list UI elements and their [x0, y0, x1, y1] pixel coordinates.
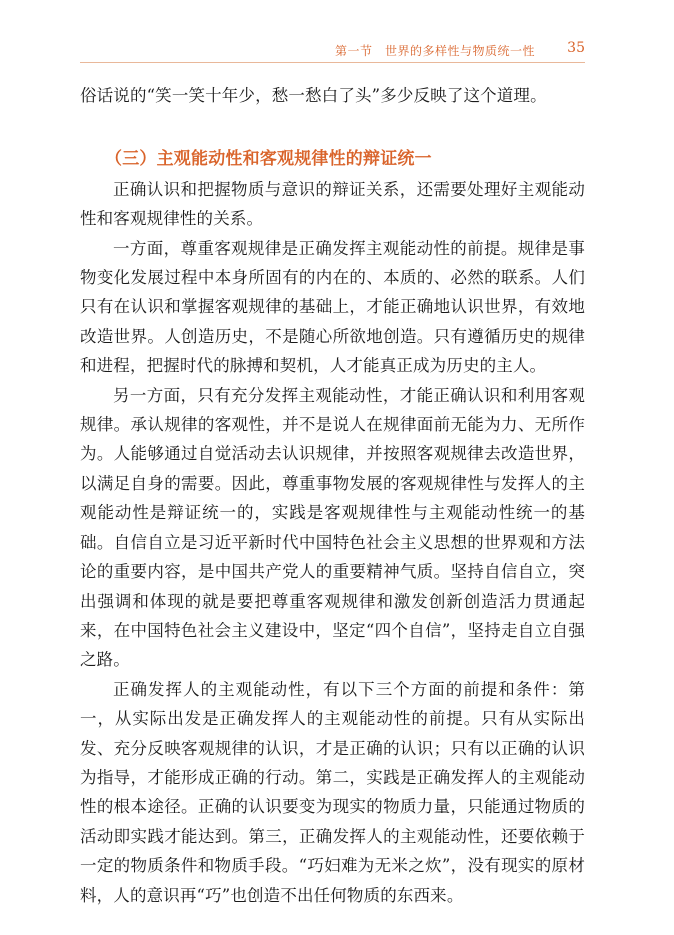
running-header	[80, 40, 585, 63]
continued-paragraph: 俗话说的“笑一笑十年少，愁一愁白了头”多少反映了这个道理。	[80, 86, 547, 105]
running-title: 第一节 世界的多样性与物质统一性	[334, 44, 535, 58]
page-number: 35	[567, 40, 585, 56]
body-text	[80, 81, 585, 910]
paragraph-1: 正确认识和把握物质与意识的辩证关系，还需要处理好主观能动性和客观规律性的关系。	[80, 179, 585, 229]
section-heading: （三）主观能动性和客观规律性的辩证统一	[105, 149, 432, 170]
paragraph-3: 另一方面，只有充分发挥主观能动性，才能正确认识和利用客观规律。承认规律的客观性，并不是说人在规律面前无能为力、无所作为。人能够通过自觉活动去认识规律，并按照客观规律去改造世界，以满足自身的需要。因此，尊重事物发展的客观规律性与发挥人的主观能动性是辩证统一的，实践是客观规律性与主观能动性统一的基础。自信自立是习近平新时代中国特色社会主义思想的世界观和方法论的重要内容，是中国共产党人的重要精神气质。坚持自信自立，突出强调和体现的就是要把尊重客观规律和激发创新创造活力贯通起来，在中国特色社会主义建设中，坚定“四个自信”，坚持走自立自强之路。	[80, 385, 585, 670]
paragraph-2: 一方面，尊重客观规律是正确发挥主观能动性的前提。规律是事物变化发展过程中本身所固有的内在的、本质的、必然的联系。人们只有在认识和掌握客观规律的基础上，才能正确地认识世界，有效地改造世界。人创造历史，不是随心所欲地创造。只有遵循历史的规律和进程，把握时代的脉搏和契机，人才能真正成为历史的主人。	[80, 238, 585, 376]
paragraph-4: 正确发挥人的主观能动性，有以下三个方面的前提和条件：第一，从实际出发是正确发挥人的主观能动性的前提。只有从实际出发、充分反映客观规律的认识，才是正确的认识；只有以正确的认识为指导，才能形成正确的行动。第二，实践是正确发挥人的主观能动性的根本途径。正确的认识要变为现实的物质力量，只能通过物质的活动即实践才能达到。第三，正确发挥人的主观能动性，还要依赖于一定的物质条件和物质手段。“巧妇难为无米之炊”，没有现实的原材料，人的意识再“巧”也创造不出任何物质的东西来。	[80, 679, 585, 905]
